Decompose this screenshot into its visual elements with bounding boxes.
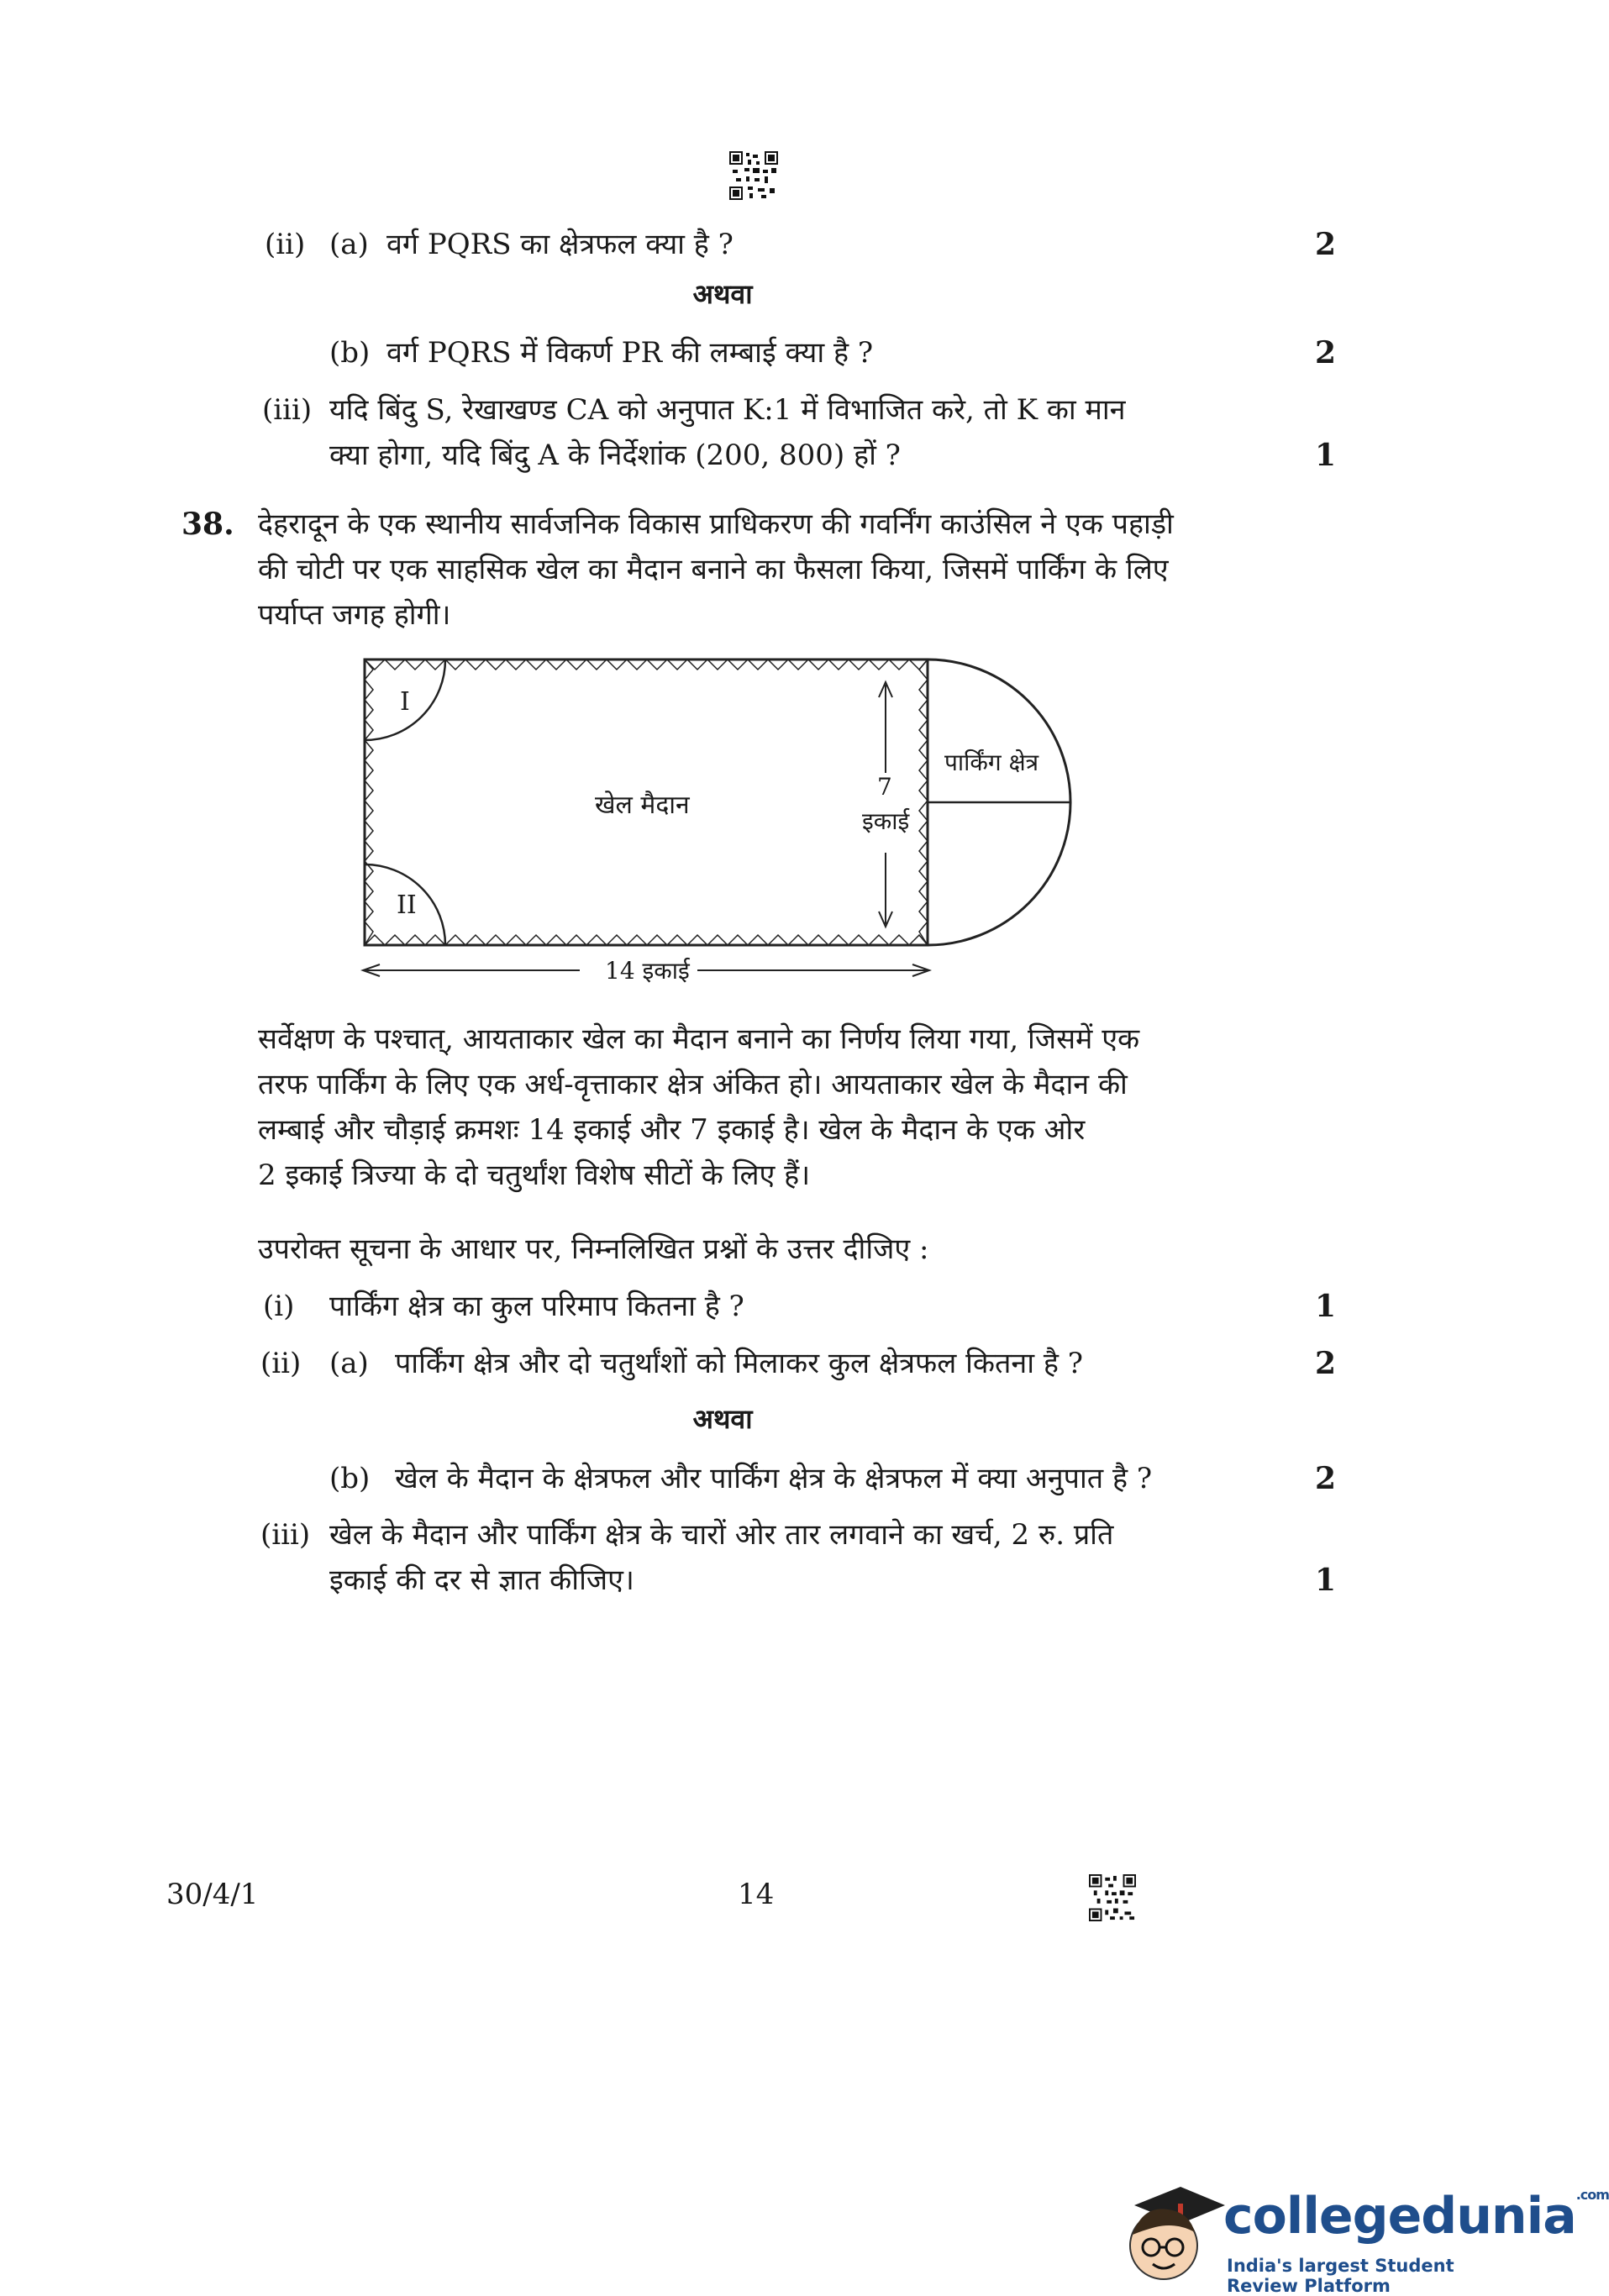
q38-ii-b-text: खेल के मैदान के क्षेत्रफल और पार्किंग क्षेत्र के क्षेत्रफल में क्या अनुपात है ?: [395, 1462, 1153, 1495]
height-unit-label: इकाई: [862, 807, 910, 835]
q38-intro-line1: देहरादून के एक स्थानीय सार्वजनिक विकास प्राधिकरण की गवर्निंग काउंसिल ने एक पहाड़ी: [258, 507, 1174, 541]
q38-ii-a-text: पार्किंग क्षेत्र और दो चतुर्थांशों को मिलाकर कुल क्षेत्रफल कितना है ?: [395, 1347, 1083, 1380]
brand-name: collegedunia: [1223, 2187, 1576, 2246]
q38-figure: [353, 647, 1092, 991]
q37-ii-b-label: (b): [329, 336, 371, 370]
q37-iii-line1: यदि बिंदु S, रेखाखण्ड CA को अनुपात K:1 में विभाजित करे, तो K का मान: [329, 393, 1126, 427]
field-label: खेल मैदान: [595, 791, 690, 820]
q37-ii-number: (ii): [265, 228, 306, 261]
q37-ii-a-marks: 2: [1314, 227, 1336, 262]
quadrant-one-label: I: [400, 687, 410, 717]
q38-para-line2: तरफ पार्किंग के लिए एक अर्ध-वृत्ताकार क्षेत्र अंकित हो। आयताकार खेल के मैदान की: [258, 1068, 1128, 1101]
q38-para-line1: सर्वेक्षण के पश्चात्, आयताकार खेल का मैदान बनाने का निर्णय लिया गया, जिसमें एक: [258, 1022, 1140, 1056]
q37-iii-line2: क्या होगा, यदि बिंदु A के निर्देशांक (200, 800) हों ?: [329, 439, 901, 472]
q38-i-number: (i): [263, 1290, 295, 1323]
q38-ii-b-marks: 2: [1314, 1461, 1336, 1496]
q38-intro-line2: की चोटी पर एक साहसिक खेल का मैदान बनाने का फैसला किया, जिसमें पार्किंग के लिए: [258, 553, 1169, 586]
q37-ii-b-marks: 2: [1314, 335, 1336, 370]
paper-code: 30/4/1: [166, 1878, 259, 1911]
q37-ii-a-label: (a): [329, 228, 369, 261]
qr-code-bottom-icon: [1089, 1874, 1136, 1925]
q37-ii-a-text: वर्ग PQRS का क्षेत्रफल क्या है ?: [386, 228, 734, 261]
brand-logo: [1117, 2172, 1609, 2296]
q38-ii-a-marks: 2: [1314, 1346, 1336, 1381]
q37-ii-b-text: वर्ग PQRS में विकर्ण PR की लम्बाई क्या है ?: [386, 336, 874, 370]
q38-para-line4: 2 इकाई त्रिज्या के दो चतुर्थांश विशेष सीटों के लिए हैं।: [258, 1159, 811, 1192]
parking-label: पार्किंग क्षेत्र: [944, 749, 1039, 776]
q38-ii-a-label: (a): [329, 1347, 369, 1380]
height-value-label: 7: [877, 773, 892, 801]
zigzag-border-bottom: [365, 935, 928, 945]
q38-ii-number: (ii): [260, 1347, 302, 1380]
q38-ii-b-label: (b): [329, 1462, 371, 1495]
zigzag-border-top-right: [445, 659, 928, 670]
q38-intro-line3: पर्याप्त जगह होगी।: [258, 598, 451, 632]
q38-iii-number: (iii): [260, 1518, 311, 1552]
q37-iii-marks: 1: [1314, 438, 1336, 473]
q38-or-divider: अथवा: [692, 1403, 753, 1435]
q37-or-divider: अथवा: [692, 278, 753, 310]
q38-i-marks: 1: [1314, 1289, 1336, 1324]
q38-iii-line2: इकाई की दर से ज्ञात कीजिए।: [329, 1563, 634, 1597]
q38-instruction: उपरोक्त सूचना के आधार पर, निम्नलिखित प्रश्नों के उत्तर दीजिए :: [258, 1232, 929, 1266]
zigzag-border-top: [365, 659, 445, 670]
page-number: 14: [738, 1878, 775, 1911]
q37-iii-number: (iii): [262, 393, 313, 427]
q38-para-line3: लम्बाई और चौड़ाई क्रमशः 14 इकाई और 7 इकाई है। खेल के मैदान के एक ओर: [258, 1113, 1086, 1147]
qr-code-top-icon: [729, 151, 778, 203]
q38-i-text: पार्किंग क्षेत्र का कुल परिमाप कितना है ?: [329, 1290, 744, 1323]
q38-iii-line1: खेल के मैदान और पार्किंग क्षेत्र के चारों ओर तार लगवाने का खर्च, 2 रु. प्रति: [329, 1518, 1114, 1552]
brand-dotcom: .com: [1575, 2187, 1609, 2203]
student-mascot-icon: [1117, 2172, 1227, 2285]
length-label: 14 इकाई: [605, 957, 690, 985]
q38-iii-marks: 1: [1314, 1563, 1336, 1598]
q38-number: 38.: [181, 507, 234, 542]
playground-diagram: [353, 647, 1092, 991]
brand-tagline: India's largest Student Review Platform: [1227, 2256, 1454, 2296]
quadrant-two-label: II: [397, 891, 417, 920]
